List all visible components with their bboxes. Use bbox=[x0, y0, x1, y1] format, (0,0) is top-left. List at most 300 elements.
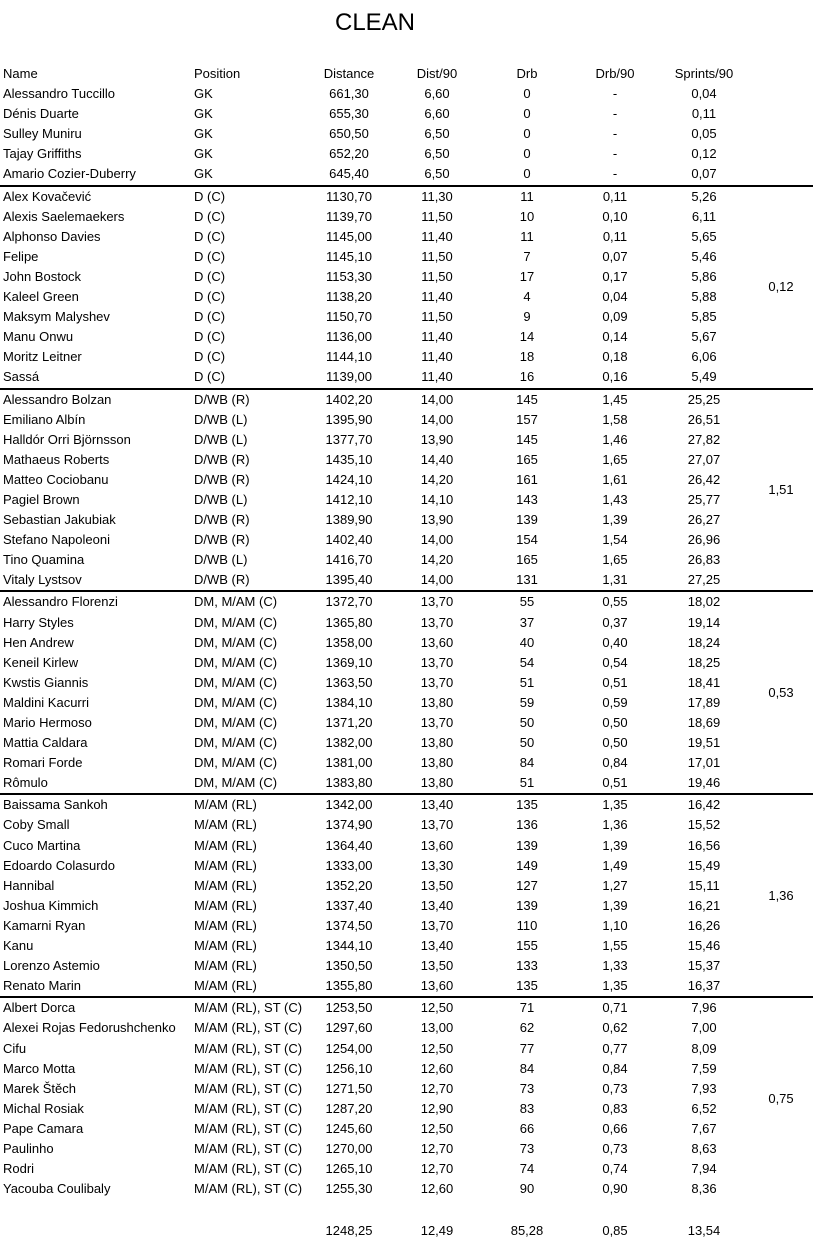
cell-drb: 143 bbox=[516, 491, 538, 507]
cell-drb: 165 bbox=[516, 552, 538, 568]
cell-drb90: 0,16 bbox=[602, 369, 628, 385]
table-row bbox=[0, 713, 813, 733]
cell-drb: 14 bbox=[519, 329, 535, 345]
cell-position: D (C) bbox=[194, 248, 226, 264]
cell-position: D/WB (L) bbox=[194, 491, 248, 507]
cell-dist90: 13,80 bbox=[420, 755, 454, 771]
cell-name: Vitaly Lystsov bbox=[3, 572, 82, 588]
cell-drb: 17 bbox=[519, 268, 535, 284]
cell-dist90: 13,70 bbox=[420, 654, 454, 670]
cell-position: GK bbox=[194, 106, 213, 122]
cell-drb: 154 bbox=[516, 532, 538, 548]
cell-sprints90: 16,26 bbox=[687, 917, 721, 933]
cell-drb90: 0,90 bbox=[602, 1181, 628, 1197]
cell-dist90: 13,50 bbox=[420, 958, 454, 974]
cell-name: Hannibal bbox=[3, 877, 55, 893]
cell-dist90: 14,00 bbox=[420, 572, 454, 588]
table-row bbox=[0, 673, 813, 693]
cell-distance: 1416,70 bbox=[325, 552, 373, 568]
cell-drb90: 0,84 bbox=[602, 755, 628, 771]
table-row bbox=[0, 470, 813, 490]
cell-position: DM, M/AM (C) bbox=[194, 755, 278, 771]
cell-drb: 73 bbox=[519, 1080, 535, 1096]
cell-distance: 1355,80 bbox=[325, 978, 373, 994]
cell-position: D (C) bbox=[194, 228, 226, 244]
cell-name: Tajay Griffiths bbox=[3, 146, 82, 162]
cell-distance: 1412,10 bbox=[325, 491, 373, 507]
cell-name: Renato Marin bbox=[3, 978, 82, 994]
table-row bbox=[0, 410, 813, 430]
cell-sprints90: 19,46 bbox=[687, 775, 721, 791]
cell-dist90: 6,60 bbox=[424, 86, 450, 102]
cell-name: Mathaeus Roberts bbox=[3, 451, 110, 467]
cell-drb90: 0,83 bbox=[602, 1100, 628, 1116]
cell-sprints90: 7,93 bbox=[691, 1080, 717, 1096]
cell-sprints90: 27,25 bbox=[687, 572, 721, 588]
cell-drb: 131 bbox=[516, 572, 538, 588]
cell-name: Edoardo Colasurdo bbox=[3, 857, 116, 873]
cell-position: M/AM (RL), ST (C) bbox=[194, 1040, 303, 1056]
cell-dist90: 12,50 bbox=[420, 1000, 454, 1016]
cell-sprints90: 5,88 bbox=[691, 289, 717, 305]
cell-sprints90: 26,96 bbox=[687, 532, 721, 548]
cell-sprints90: 5,46 bbox=[691, 248, 717, 264]
cell-position: D/WB (L) bbox=[194, 552, 248, 568]
cell-drb90: 0,73 bbox=[602, 1140, 628, 1156]
cell-distance: 1139,70 bbox=[325, 208, 373, 224]
cell-name: Pagiel Brown bbox=[3, 491, 80, 507]
table-row bbox=[0, 773, 813, 793]
cell-position: D (C) bbox=[194, 349, 226, 365]
cell-sprints90: 27,82 bbox=[687, 431, 721, 447]
cell-drb: 145 bbox=[516, 431, 538, 447]
cell-drb90: 1,65 bbox=[602, 552, 628, 568]
cell-name: Joshua Kimmich bbox=[3, 897, 99, 913]
cell-name: Alessandro Florenzi bbox=[3, 594, 118, 610]
cell-drb: 136 bbox=[516, 817, 538, 833]
cell-position: D (C) bbox=[194, 309, 226, 325]
table-row bbox=[0, 613, 813, 633]
cell-drb90: 1,10 bbox=[602, 917, 628, 933]
header-dist90: Dist/90 bbox=[416, 66, 458, 81]
cell-drb90: 0,10 bbox=[602, 208, 628, 224]
cell-drb90: 0,77 bbox=[602, 1040, 628, 1056]
table-row bbox=[0, 307, 813, 327]
table-row bbox=[0, 733, 813, 753]
cell-dist90: 12,90 bbox=[420, 1100, 454, 1116]
cell-drb90: 1,36 bbox=[602, 817, 628, 833]
cell-name: Pape Camara bbox=[3, 1120, 84, 1136]
cell-sprints90: 6,06 bbox=[691, 349, 717, 365]
cell-drb: 0 bbox=[523, 86, 531, 102]
cell-drb: 10 bbox=[519, 208, 535, 224]
cell-drb: 54 bbox=[519, 654, 535, 670]
cell-dist90: 14,20 bbox=[420, 471, 454, 487]
cell-drb90: 0,04 bbox=[602, 289, 628, 305]
cell-dist90: 13,70 bbox=[420, 715, 454, 730]
cell-drb90: - bbox=[612, 126, 618, 142]
header-distance: Distance bbox=[323, 66, 375, 81]
cell-name: Kanu bbox=[3, 938, 34, 954]
cell-drb90: 1,46 bbox=[602, 431, 628, 447]
group-average: 1,51 bbox=[768, 482, 794, 497]
cell-name: Halldór Orri Björnsson bbox=[3, 431, 131, 447]
cell-position: M/AM (RL) bbox=[194, 958, 257, 974]
cell-name: Paulinho bbox=[3, 1140, 54, 1156]
cell-dist90: 12,60 bbox=[420, 1181, 454, 1197]
cell-distance: 1337,40 bbox=[325, 897, 373, 913]
cell-dist90: 13,40 bbox=[420, 938, 454, 954]
cell-sprints90: 18,25 bbox=[687, 654, 721, 670]
cell-distance: 1139,00 bbox=[325, 369, 373, 385]
table-row bbox=[0, 550, 813, 570]
cell-position: D (C) bbox=[194, 369, 226, 385]
cell-drb90: 1,39 bbox=[602, 897, 628, 913]
table-row bbox=[0, 856, 813, 876]
cell-drb: 84 bbox=[519, 755, 535, 771]
table-row bbox=[0, 1079, 813, 1099]
cell-distance: 1145,10 bbox=[325, 248, 373, 264]
cell-drb: 0 bbox=[523, 166, 531, 182]
cell-name: Rômulo bbox=[3, 775, 48, 791]
cell-name: Yacouba Coulibaly bbox=[3, 1181, 111, 1197]
cell-drb: 16 bbox=[519, 369, 535, 385]
cell-sprints90: 16,21 bbox=[687, 897, 721, 913]
cell-sprints90: 5,86 bbox=[691, 268, 717, 284]
cell-name: Cifu bbox=[3, 1040, 27, 1056]
cell-drb90: 0,14 bbox=[602, 329, 628, 345]
cell-distance: 1253,50 bbox=[325, 1000, 373, 1016]
cell-distance: 1145,00 bbox=[325, 228, 373, 244]
cell-drb: 110 bbox=[516, 917, 538, 933]
cell-distance: 1270,00 bbox=[325, 1140, 373, 1156]
cell-dist90: 13,70 bbox=[420, 917, 454, 933]
cell-drb: 139 bbox=[516, 897, 538, 913]
cell-name: Dénis Duarte bbox=[3, 106, 79, 122]
cell-drb90: 1,49 bbox=[602, 857, 628, 873]
header-name: Name bbox=[3, 66, 38, 81]
cell-sprints90: 17,89 bbox=[687, 694, 721, 710]
cell-position: D/WB (L) bbox=[194, 411, 248, 427]
cell-distance: 645,40 bbox=[329, 166, 369, 182]
cell-name: Alex Kovačević bbox=[3, 188, 92, 204]
table-row bbox=[0, 104, 813, 124]
cell-drb: 51 bbox=[519, 674, 535, 690]
cell-position: D/WB (R) bbox=[194, 532, 250, 548]
cell-drb90: 1,43 bbox=[602, 491, 628, 507]
group-average: 1,36 bbox=[768, 887, 794, 903]
cell-sprints90: 15,49 bbox=[687, 857, 721, 873]
table-row bbox=[0, 876, 813, 896]
table-row bbox=[0, 227, 813, 247]
group-average: 0,53 bbox=[768, 684, 794, 700]
cell-sprints90: 5,85 bbox=[691, 309, 717, 325]
cell-distance: 1333,00 bbox=[325, 857, 373, 873]
cell-dist90: 13,60 bbox=[420, 978, 454, 994]
cell-drb90: 1,55 bbox=[602, 938, 628, 954]
cell-drb90: 1,54 bbox=[602, 532, 628, 548]
cell-drb: 50 bbox=[519, 715, 535, 730]
table-row bbox=[0, 956, 813, 976]
table-row bbox=[0, 1159, 813, 1179]
cell-distance: 1350,50 bbox=[325, 958, 373, 974]
table-row bbox=[0, 124, 813, 144]
cell-dist90: 6,60 bbox=[424, 106, 450, 122]
cell-position: DM, M/AM (C) bbox=[194, 775, 278, 791]
cell-drb: 165 bbox=[516, 451, 538, 467]
cell-position: GK bbox=[194, 126, 213, 142]
cell-dist90: 13,70 bbox=[420, 817, 454, 833]
cell-sprints90: 7,96 bbox=[691, 1000, 717, 1016]
cell-distance: 1395,40 bbox=[325, 572, 373, 588]
table-row bbox=[0, 1139, 813, 1159]
cell-name: Mattia Caldara bbox=[3, 735, 88, 751]
cell-dist90: 14,00 bbox=[420, 411, 454, 427]
cell-drb: 59 bbox=[519, 694, 535, 710]
player-table bbox=[0, 64, 813, 1199]
table-row bbox=[0, 693, 813, 713]
cell-dist90: 11,40 bbox=[421, 228, 453, 244]
cell-name: Stefano Napoleoni bbox=[3, 532, 110, 548]
cell-distance: 1424,10 bbox=[325, 471, 373, 487]
cell-sprints90: 26,27 bbox=[687, 512, 721, 528]
cell-drb: 0 bbox=[523, 146, 531, 162]
cell-drb90: 0,11 bbox=[602, 188, 628, 204]
cell-position: M/AM (RL) bbox=[194, 917, 257, 933]
cell-drb: 145 bbox=[516, 391, 538, 407]
cell-distance: 1265,10 bbox=[325, 1161, 373, 1177]
cell-position: M/AM (RL) bbox=[194, 938, 257, 954]
cell-dist90: 13,60 bbox=[420, 634, 454, 650]
cell-position: M/AM (RL), ST (C) bbox=[194, 1000, 303, 1016]
cell-position: D/WB (R) bbox=[194, 512, 250, 528]
cell-sprints90: 6,52 bbox=[691, 1100, 717, 1116]
cell-dist90: 11,40 bbox=[421, 369, 453, 385]
cell-position: GK bbox=[194, 146, 213, 162]
cell-drb90: 1,27 bbox=[602, 877, 628, 893]
cell-position: DM, M/AM (C) bbox=[194, 674, 278, 690]
cell-drb: 135 bbox=[516, 978, 538, 994]
cell-drb90: - bbox=[612, 106, 618, 122]
table-row bbox=[0, 836, 813, 856]
cell-position: GK bbox=[194, 166, 213, 182]
cell-name: Kwstis Giannis bbox=[3, 674, 89, 690]
cell-drb: 83 bbox=[519, 1100, 535, 1116]
cell-name: Amario Cozier-Duberry bbox=[3, 166, 136, 182]
cell-drb90: 0,50 bbox=[602, 715, 628, 730]
cell-dist90: 11,50 bbox=[421, 309, 453, 325]
cell-position: M/AM (RL) bbox=[194, 857, 257, 873]
cell-drb: 149 bbox=[516, 857, 538, 873]
cell-sprints90: 8,63 bbox=[691, 1140, 717, 1156]
cell-position: DM, M/AM (C) bbox=[194, 735, 278, 751]
total-drb90: 0,85 bbox=[602, 1223, 628, 1238]
cell-position: M/AM (RL) bbox=[194, 797, 257, 813]
cell-sprints90: 0,04 bbox=[691, 86, 717, 102]
table-row bbox=[0, 653, 813, 673]
table-row bbox=[0, 430, 813, 450]
cell-drb90: 1,35 bbox=[602, 978, 628, 994]
cell-dist90: 14,00 bbox=[420, 391, 454, 407]
table-row bbox=[0, 84, 813, 104]
cell-drb: 9 bbox=[523, 309, 531, 325]
cell-drb90: 0,17 bbox=[602, 268, 628, 284]
position-group bbox=[0, 996, 813, 1199]
cell-name: Alexei Rojas Fedorushchenko bbox=[3, 1020, 176, 1036]
table-row bbox=[0, 795, 813, 815]
cell-drb90: 0,07 bbox=[602, 248, 628, 264]
cell-drb90: 0,09 bbox=[602, 309, 628, 325]
cell-name: Mario Hermoso bbox=[3, 715, 92, 730]
cell-distance: 1344,10 bbox=[325, 938, 373, 954]
header-drb: Drb bbox=[516, 66, 538, 81]
cell-dist90: 12,70 bbox=[420, 1161, 454, 1177]
cell-distance: 650,50 bbox=[329, 126, 369, 142]
cell-distance: 1358,00 bbox=[325, 634, 373, 650]
cell-dist90: 12,50 bbox=[420, 1120, 454, 1136]
cell-drb: 157 bbox=[516, 411, 538, 427]
player-groups bbox=[0, 84, 813, 1199]
table-row bbox=[0, 1179, 813, 1199]
cell-name: Harry Styles bbox=[3, 614, 74, 630]
cell-dist90: 14,40 bbox=[420, 451, 454, 467]
table-row bbox=[0, 1099, 813, 1119]
cell-sprints90: 18,41 bbox=[687, 674, 721, 690]
cell-drb: 11 bbox=[520, 188, 534, 204]
totals-row bbox=[0, 1221, 813, 1241]
cell-distance: 1402,40 bbox=[325, 532, 373, 548]
cell-name: Baissama Sankoh bbox=[3, 797, 108, 813]
cell-position: DM, M/AM (C) bbox=[194, 654, 278, 670]
table-row bbox=[0, 287, 813, 307]
cell-name: Rodri bbox=[3, 1161, 35, 1177]
cell-sprints90: 16,37 bbox=[687, 978, 721, 994]
cell-drb: 55 bbox=[519, 594, 535, 610]
cell-position: M/AM (RL), ST (C) bbox=[194, 1080, 303, 1096]
position-group bbox=[0, 590, 813, 793]
cell-sprints90: 0,07 bbox=[691, 166, 717, 182]
header-row bbox=[0, 64, 813, 84]
cell-sprints90: 15,37 bbox=[687, 958, 721, 974]
header-position: Position bbox=[194, 66, 241, 81]
cell-drb: 161 bbox=[516, 471, 538, 487]
cell-name: Sassá bbox=[3, 369, 40, 385]
cell-drb: 139 bbox=[516, 837, 538, 853]
table-row bbox=[0, 998, 813, 1018]
cell-drb: 90 bbox=[519, 1181, 535, 1197]
cell-distance: 1136,00 bbox=[325, 329, 373, 345]
cell-drb: 18 bbox=[519, 349, 535, 365]
cell-sprints90: 27,07 bbox=[687, 451, 721, 467]
cell-position: D/WB (R) bbox=[194, 391, 250, 407]
cell-sprints90: 7,67 bbox=[691, 1120, 717, 1136]
table-row bbox=[0, 896, 813, 916]
total-sprints90: 13,54 bbox=[687, 1223, 721, 1238]
cell-drb90: - bbox=[612, 86, 618, 102]
cell-drb: 71 bbox=[519, 1000, 535, 1016]
table-row bbox=[0, 1039, 813, 1059]
cell-position: M/AM (RL), ST (C) bbox=[194, 1100, 303, 1116]
cell-distance: 1374,50 bbox=[325, 917, 373, 933]
cell-dist90: 14,10 bbox=[420, 491, 454, 507]
cell-position: M/AM (RL) bbox=[194, 897, 257, 913]
cell-sprints90: 6,11 bbox=[691, 208, 717, 224]
header-sprints90: Sprints/90 bbox=[674, 66, 734, 81]
table-row bbox=[0, 187, 813, 207]
cell-position: DM, M/AM (C) bbox=[194, 694, 278, 710]
cell-distance: 1297,60 bbox=[325, 1020, 373, 1036]
cell-distance: 652,20 bbox=[329, 146, 369, 162]
cell-position: M/AM (RL) bbox=[194, 837, 257, 853]
total-distance: 1248,25 bbox=[325, 1223, 373, 1238]
cell-position: M/AM (RL), ST (C) bbox=[194, 1140, 303, 1156]
cell-name: Felipe bbox=[3, 248, 39, 264]
cell-name: Manu Onwu bbox=[3, 329, 74, 345]
cell-position: D/WB (R) bbox=[194, 471, 250, 487]
cell-dist90: 13,70 bbox=[420, 674, 454, 690]
cell-sprints90: 5,65 bbox=[691, 228, 717, 244]
cell-position: M/AM (RL) bbox=[194, 877, 257, 893]
cell-distance: 655,30 bbox=[329, 106, 369, 122]
cell-distance: 1372,70 bbox=[325, 594, 373, 610]
cell-position: M/AM (RL) bbox=[194, 978, 257, 994]
cell-name: Kamarni Ryan bbox=[3, 917, 86, 933]
cell-sprints90: 7,94 bbox=[691, 1161, 717, 1177]
cell-drb: 51 bbox=[519, 775, 535, 791]
cell-drb90: 1,58 bbox=[602, 411, 628, 427]
cell-sprints90: 18,24 bbox=[687, 634, 721, 650]
cell-drb90: 0,62 bbox=[602, 1020, 628, 1036]
cell-distance: 1365,80 bbox=[325, 614, 373, 630]
cell-sprints90: 25,77 bbox=[687, 491, 721, 507]
cell-distance: 1144,10 bbox=[325, 349, 373, 365]
cell-distance: 1435,10 bbox=[325, 451, 373, 467]
cell-dist90: 13,80 bbox=[420, 735, 454, 751]
cell-drb90: - bbox=[612, 146, 618, 162]
cell-position: M/AM (RL), ST (C) bbox=[194, 1060, 303, 1076]
cell-dist90: 13,80 bbox=[420, 775, 454, 791]
cell-position: D (C) bbox=[194, 208, 226, 224]
cell-sprints90: 25,25 bbox=[687, 391, 721, 407]
cell-distance: 1271,50 bbox=[325, 1080, 373, 1096]
cell-drb90: 0,50 bbox=[602, 735, 628, 751]
cell-dist90: 13,90 bbox=[420, 431, 454, 447]
cell-drb: 139 bbox=[516, 512, 538, 528]
cell-drb: 37 bbox=[519, 614, 535, 630]
cell-sprints90: 16,42 bbox=[687, 797, 721, 813]
cell-distance: 1377,70 bbox=[325, 431, 373, 447]
table-row bbox=[0, 976, 813, 996]
cell-distance: 1256,10 bbox=[325, 1060, 373, 1076]
table-row bbox=[0, 530, 813, 550]
cell-position: D/WB (R) bbox=[194, 451, 250, 467]
cell-distance: 1402,20 bbox=[325, 391, 373, 407]
cell-position: DM, M/AM (C) bbox=[194, 614, 278, 630]
table-row bbox=[0, 347, 813, 367]
cell-drb90: 1,31 bbox=[602, 572, 628, 588]
table-row bbox=[0, 267, 813, 287]
cell-dist90: 12,70 bbox=[420, 1140, 454, 1156]
cell-name: Alexis Saelemaekers bbox=[3, 208, 125, 224]
cell-drb90: 0,55 bbox=[602, 594, 628, 610]
cell-name: Kaleel Green bbox=[3, 289, 79, 305]
cell-name: Moritz Leitner bbox=[3, 349, 82, 365]
position-group bbox=[0, 793, 813, 996]
cell-distance: 1342,00 bbox=[325, 797, 373, 813]
cell-distance: 1150,70 bbox=[325, 309, 373, 325]
cell-position: DM, M/AM (C) bbox=[194, 634, 278, 650]
cell-position: DM, M/AM (C) bbox=[194, 715, 278, 730]
